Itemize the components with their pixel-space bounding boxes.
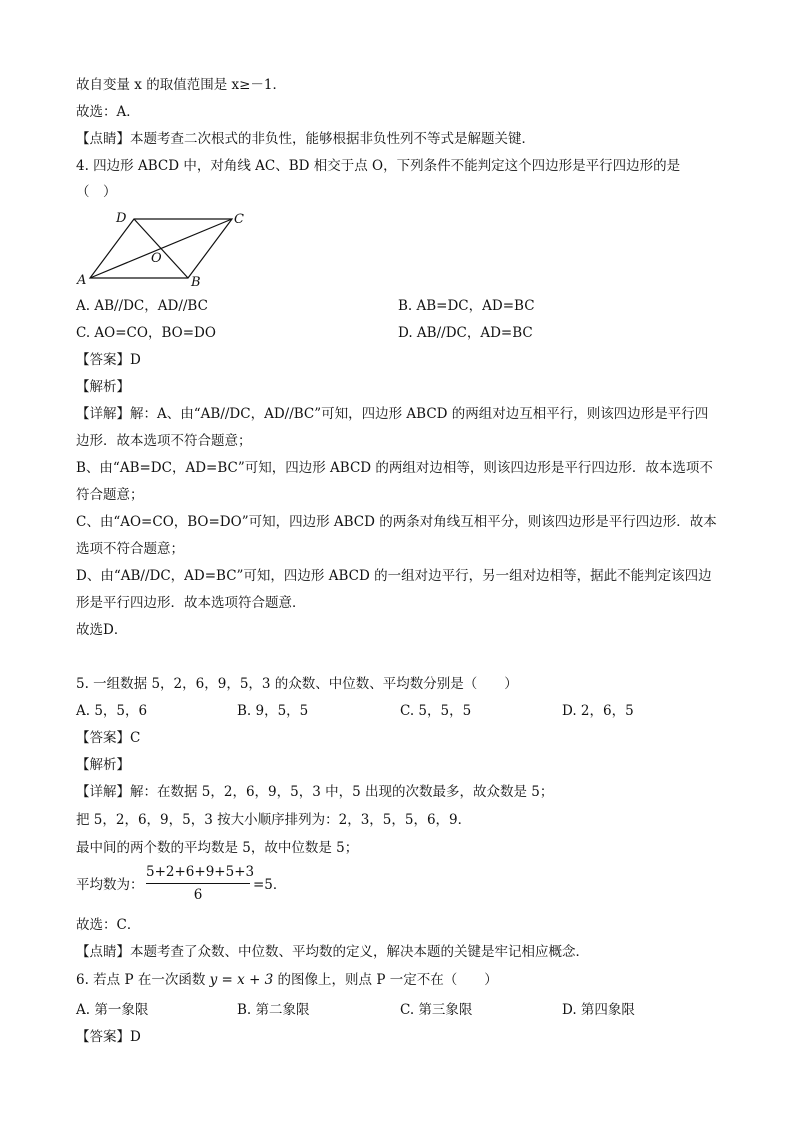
- range-conclusion: 故自变量 x 的取值范围是 x≥－1．: [76, 77, 287, 93]
- q4-detail-line-1: [76, 405, 708, 423]
- mean-fraction: [146, 864, 255, 903]
- q5-option-a: A. 5，5，6: [76, 703, 148, 719]
- q4-analysis-tag: 【解析】: [76, 379, 130, 395]
- q6-stem-prefix: 6. 若点 P 在一次函数: [76, 972, 210, 988]
- q5-detail-line-3: 最中间的两个数的平均数是 5，故中位数是 5；: [76, 840, 359, 856]
- q5-answer: [76, 729, 140, 747]
- q5-detail-line-1: [76, 783, 553, 801]
- q4-detail-line-8: 形是平行四边形．故本选项符合题意．: [76, 595, 306, 611]
- vertex-label-a: A: [77, 273, 87, 288]
- q5-analysis-tag: 【解析】: [76, 757, 130, 773]
- q5-stem: 5. 一组数据 5，2，6，9，5，3 的众数、中位数、平均数分别是（ ）: [76, 676, 518, 692]
- parallelogram-figure: [76, 208, 256, 292]
- comment-text: 本题考查了众数、中位数、平均数的定义，解决本题的关键是牢记相应概念．: [130, 944, 589, 960]
- answer-tag: 【答案】: [76, 730, 130, 746]
- q4-stem-line1: 4. 四边形 ABCD 中，对角线 AC、BD 相交于点 O，下列条件不能判定这个四边形是平行四边形的是: [76, 158, 681, 174]
- answer-value: D: [130, 352, 141, 368]
- detail-tag: 【详解】: [76, 406, 130, 422]
- q6-answer: [76, 1028, 141, 1046]
- linear-function-formula: y = x + 3: [209, 972, 274, 988]
- q6-stem-suffix: 的图像上，则点 P 一定不在（ ）: [273, 972, 498, 988]
- answer-value: D: [130, 1029, 141, 1045]
- q4-option-d: D. AB//DC，AD=BC: [398, 325, 533, 341]
- q6-option-c: C. 第三象限: [400, 1002, 473, 1018]
- q6-option-d: D. 第四象限: [562, 1002, 635, 1018]
- answer-tag: 【答案】: [76, 1029, 130, 1045]
- q4-detail-line-7: D、由“AB//DC，AD=BC”可知，四边形 ABCD 的一组对边平行，另一组对边相等，据此不能判定该四边: [76, 568, 712, 584]
- vertex-label-b: B: [191, 275, 201, 290]
- fraction-numerator: 5+2+6+9+5+3: [146, 864, 250, 884]
- q4-option-b: B. AB=DC，AD=BC: [398, 298, 535, 314]
- q5-mean-label: 平均数为：: [76, 877, 144, 893]
- q4-detail-line-2: 边形．故本选项不符合题意；: [76, 433, 252, 449]
- vertex-label-c: C: [234, 212, 244, 227]
- answer-tag: 【答案】: [76, 352, 130, 368]
- answer-value: C: [130, 730, 141, 746]
- q4-detail-line-6: 选项不符合题意；: [76, 541, 184, 557]
- q4-option-c: C. AO=CO，BO=DO: [76, 325, 216, 341]
- q6-stem: [76, 971, 498, 989]
- vertex-label-d: D: [116, 211, 127, 226]
- q4-option-a: A. AB//DC，AD//BC: [76, 298, 208, 314]
- q4-detail-line-4: 符合题意；: [76, 487, 144, 503]
- q4-detail-line-3: B、由“AB=DC，AD=BC”可知，四边形 ABCD 的两组对边相等，则该四边形是平行四边形．故本选项不: [76, 460, 713, 476]
- diagonal-bd: [134, 219, 188, 278]
- comment-text: 本题考查二次根式的非负性，能够根据非负性列不等式是解题关键．: [130, 131, 535, 147]
- q3-comment: [76, 130, 535, 148]
- intersection-label-o: O: [151, 251, 162, 266]
- q4-choice: 故选D．: [76, 622, 128, 638]
- q4-stem-line2: （ ）: [76, 184, 117, 200]
- q5-choice: 故选：C．: [76, 917, 141, 933]
- comment-tag: 【点睛】: [76, 944, 130, 960]
- q4-detail-line-5: C、由“AO=CO，BO=DO”可知，四边形 ABCD 的两条对角线互相平分，则该四边形是平行四边形．故本: [76, 514, 717, 530]
- detail-text: 解：在数据 5，2，6，9，5，3 中，5 出现的次数最多，故众数是 5；: [130, 784, 554, 800]
- detail-tag: 【详解】: [76, 784, 130, 800]
- q3-choice: 故选：A．: [76, 104, 140, 120]
- q5-option-c: C. 5，5，5: [400, 703, 472, 719]
- q5-option-b: B. 9，5，5: [237, 703, 309, 719]
- fraction-denominator: 6: [193, 887, 203, 903]
- q5-detail-line-2: 把 5，2，6，9，5，3 按大小顺序排列为：2，3，5，5，6，9．: [76, 812, 472, 828]
- mean-result: =5．: [253, 877, 287, 893]
- q6-option-a: A. 第一象限: [76, 1002, 149, 1018]
- detail-text: 解：A、由“AB//DC，AD//BC”可知，四边形 ABCD 的两组对边互相平行，则该四边形是平行四: [130, 406, 709, 422]
- q5-comment: [76, 943, 589, 961]
- q4-answer: [76, 351, 141, 369]
- comment-tag: 【点睛】: [76, 131, 130, 147]
- q5-option-d: D. 2，6，5: [562, 703, 634, 719]
- q6-option-b: B. 第二象限: [237, 1002, 310, 1018]
